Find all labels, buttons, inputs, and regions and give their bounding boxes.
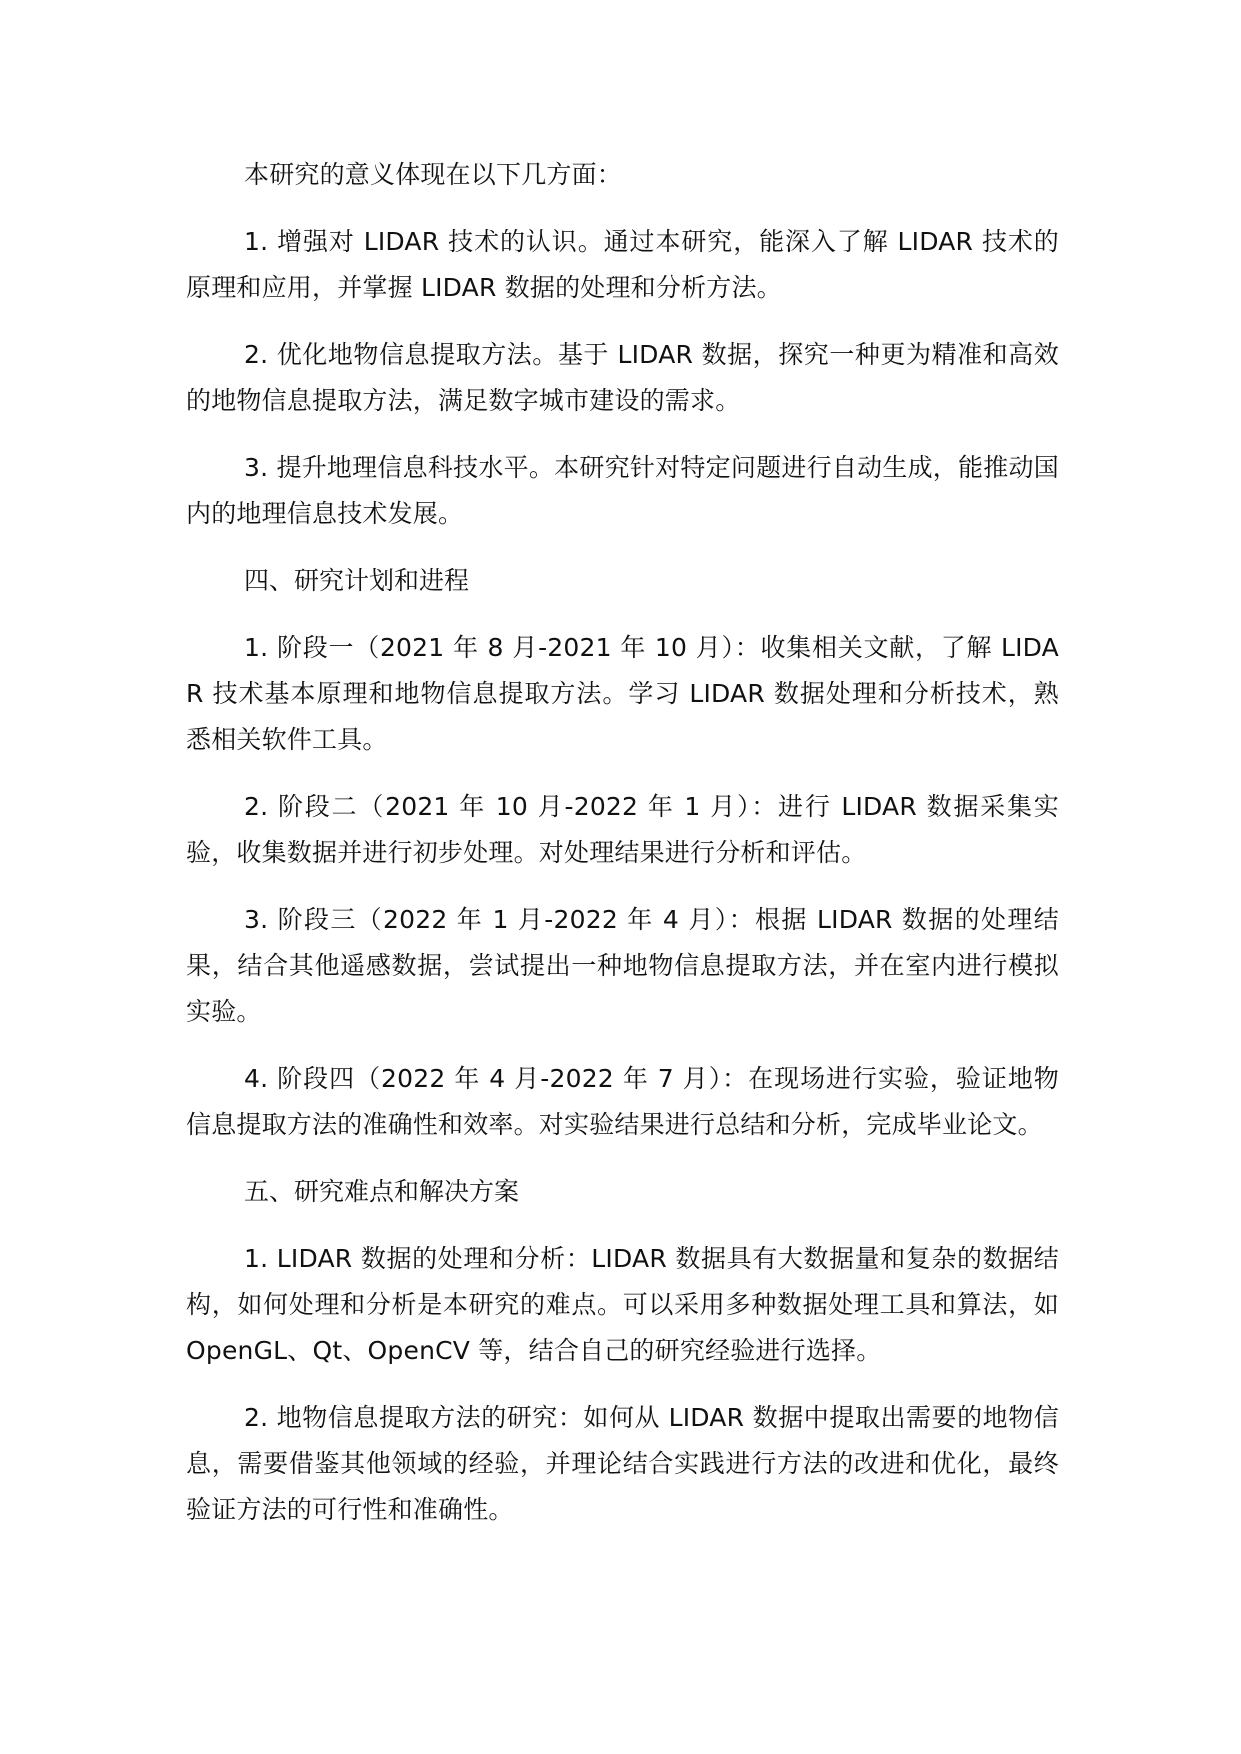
intro-paragraph: 本研究的意义体现在以下几方面： <box>244 160 623 189</box>
document-body <box>186 152 1059 1554</box>
section-heading-plan: 四、研究计划和进程 <box>244 566 470 595</box>
plan-stage-2: 2. 阶段二（2021 年 10 月-2022 年 1 月）：进行 LIDAR 数据采集实验，收集数据并进行初步处理。对处理结果进行分析和评估。 <box>186 792 1059 867</box>
difficulty-item-1: 1. LIDAR 数据的处理和分析：LIDAR 数据具有大数据量和复杂的数据结构，如何处理和分析是本研究的难点。可以采用多种数据处理工具和算法，如 OpenGL、Qt、OpenCV 等，结合自己的研究经验进行选择。 <box>186 1244 1059 1365</box>
significance-item-3: 3. 提升地理信息科技水平。本研究针对特定问题进行自动生成，能推动国内的地理信息技术发展。 <box>186 453 1059 528</box>
section-heading-difficulties: 五、研究难点和解决方案 <box>244 1177 520 1206</box>
plan-stage-3: 3. 阶段三（2022 年 1 月-2022 年 4 月）：根据 LIDAR 数据的处理结果，结合其他遥感数据，尝试提出一种地物信息提取方法，并在室内进行模拟实验。 <box>186 905 1059 1026</box>
significance-item-1: 1. 增强对 LIDAR 技术的认识。通过本研究，能深入了解 LIDAR 技术的原理和应用，并掌握 LIDAR 数据的处理和分析方法。 <box>186 227 1059 302</box>
plan-stage-1: 1. 阶段一（2021 年 8 月-2021 年 10 月）：收集相关文献，了解 LIDAR 技术基本原理和地物信息提取方法。学习 LIDAR 数据处理和分析技术，熟悉相关软件工具。 <box>186 633 1059 754</box>
significance-item-2: 2. 优化地物信息提取方法。基于 LIDAR 数据，探究一种更为精准和高效的地物信息提取方法，满足数字城市建设的需求。 <box>186 340 1059 415</box>
difficulty-item-2: 2. 地物信息提取方法的研究：如何从 LIDAR 数据中提取出需要的地物信息，需要借鉴其他领域的经验，并理论结合实践进行方法的改进和优化，最终验证方法的可行性和准确性。 <box>186 1403 1059 1524</box>
plan-stage-4: 4. 阶段四（2022 年 4 月-2022 年 7 月）：在现场进行实验，验证地物信息提取方法的准确性和效率。对实验结果进行总结和分析，完成毕业论文。 <box>186 1064 1059 1139</box>
